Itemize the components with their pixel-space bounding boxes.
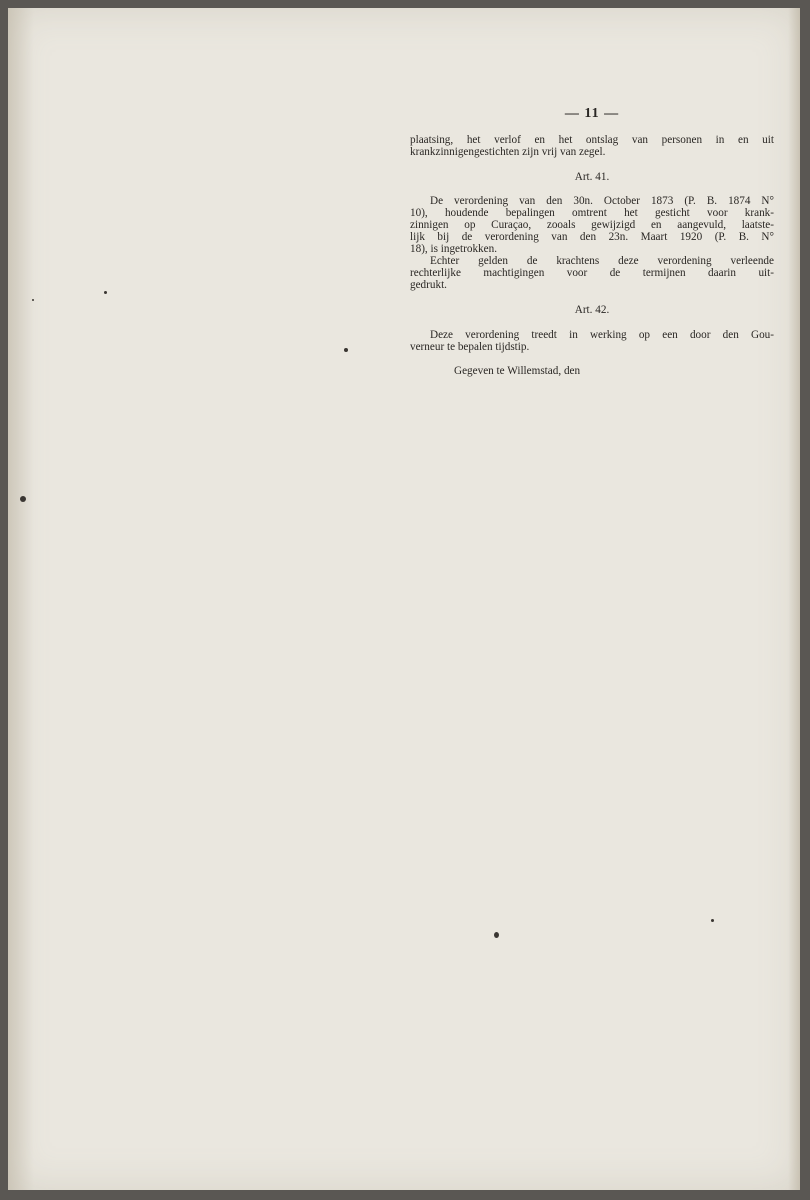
art41-p2-line-3: gedrukt. <box>410 279 447 291</box>
paper-speck <box>711 919 714 922</box>
intro-line-1: plaatsing, het verlof en het ontslag van personen in en uit <box>410 134 774 146</box>
art41-p1-line-3: zinnigen op Curaçao, zooals gewijzigd en aangevuld, laatste- <box>410 219 774 231</box>
art42-p1-line-1: Deze verordening treedt in werking op een door den Gou- <box>430 329 774 341</box>
article-42-heading: Art. 42. <box>574 304 610 316</box>
document-page <box>8 8 800 1190</box>
art41-p2-line-2: rechterlijke machtigingen voor de termijnen daarin uit- <box>410 267 774 279</box>
art41-p1-line-5: 18), is ingetrokken. <box>410 243 497 255</box>
page-number: — 11 — <box>564 106 620 121</box>
page-fold-shadow <box>8 8 34 1190</box>
paper-speck <box>104 291 107 294</box>
paper-speck <box>494 932 499 938</box>
art41-p1-line-4: lijk bij de verordening van den 23n. Maart 1920 (P. B. N° <box>410 231 774 243</box>
closing-line: Gegeven te Willemstad, den <box>454 365 581 377</box>
paper-speck <box>344 348 348 352</box>
art41-p2-line-1: Echter gelden de krachtens deze verordening verleende <box>430 255 774 267</box>
page-edge-shadow <box>788 8 800 1190</box>
art41-p1-line-1: De verordening van den 30n. October 1873 (P. B. 1874 N° <box>430 195 774 207</box>
art42-p1-line-2: verneur te bepalen tijdstip. <box>410 341 530 353</box>
article-41-heading: Art. 41. <box>574 171 610 183</box>
paper-speck <box>32 299 34 301</box>
intro-line-2: krankzinnigengestichten zijn vrij van zegel. <box>410 146 606 158</box>
art41-p1-line-2: 10), houdende bepalingen omtrent het gesticht voor krank- <box>410 207 774 219</box>
paper-speck <box>20 496 26 502</box>
